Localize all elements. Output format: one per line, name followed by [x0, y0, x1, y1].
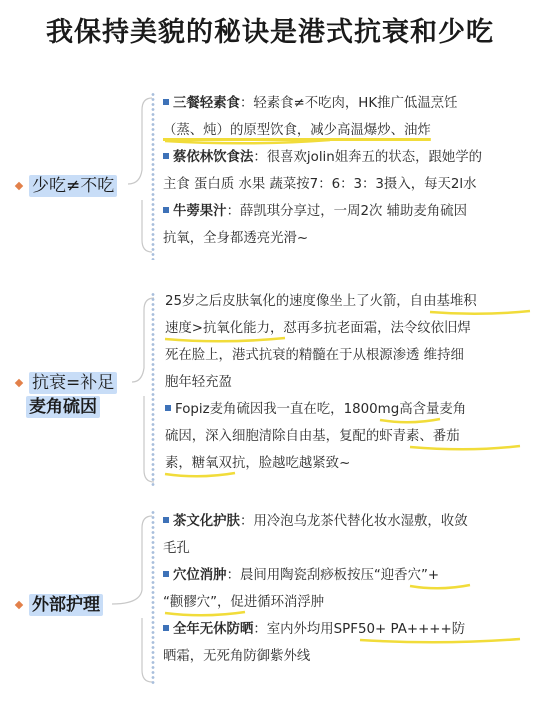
section-line: （蒸、炖）的原型饮食，减少高温爆炒、油炸 — [163, 123, 431, 138]
branch-node-shaochi — [16, 175, 117, 197]
diamond-icon — [15, 601, 23, 609]
square-bullet-icon — [163, 625, 169, 631]
section-line: 牛蒡果汁：薛凯琪分享过，一周2次 辅助麦角硫因 — [163, 198, 535, 225]
section-line: 毛孔 — [163, 541, 190, 556]
diamond-icon — [15, 379, 23, 387]
square-bullet-icon — [163, 517, 169, 523]
dotted-rail-1 — [150, 92, 156, 260]
section-line: 抗氧，全身都透亮光滑~ — [163, 231, 309, 246]
section-line: 穴位消肿：晨间用陶瓷刮痧板按压“迎香穴”+ — [163, 562, 535, 589]
branch-node-waibu — [16, 594, 103, 616]
section-kangshuai — [165, 288, 537, 477]
branch-label: 少吃≠不吃 — [29, 175, 117, 197]
section-line: 茶文化护肤：用冷泡乌龙茶代替化妆水湿敷，收敛 — [163, 508, 535, 535]
section-line: 蔡依林饮食法：很喜欢jolin姐奔五的状态，跟她学的 — [163, 144, 535, 171]
page-title: 我保持美貌的秘诀是港式抗衰和少吃 — [46, 17, 494, 48]
section-line: Fopiz麦角硫因我一直在吃，1800mg高含量麦角 — [175, 402, 467, 417]
section-line: 主食 蛋白质 水果 蔬菜按7：6：3：3摄入，每天2l水 — [163, 177, 477, 192]
dotted-rail-2 — [150, 292, 156, 488]
square-bullet-icon — [163, 153, 169, 159]
section-line: 全年无休防晒：室内外均用SPF50+ PA++++防 — [163, 616, 535, 643]
section-line: 硫因，深入细胞清除自由基，复配的虾青素、番茄 — [165, 429, 460, 444]
square-bullet-icon — [163, 99, 169, 105]
diamond-icon — [15, 182, 23, 190]
section-line: 三餐轻素食：轻素食≠不吃肉，HK推广低温烹饪 — [163, 90, 535, 117]
square-bullet-icon — [163, 207, 169, 213]
branch-label: 外部护理 — [29, 594, 103, 616]
branch-label-line2: 麦角硫因 — [26, 396, 100, 418]
branch-node-kangshuai — [16, 372, 117, 418]
section-line: 速度>抗氧化能力，怼再多抗老面霜，法令纹依旧焊 — [165, 321, 471, 336]
section-line: 死在脸上，港式抗衰的精髓在于从根源渗透 维持细 — [165, 348, 464, 363]
dotted-rail-3 — [150, 510, 156, 686]
section-line: 25岁之后皮肤氧化的速度像坐上了火箭，自由基堆积 — [165, 294, 477, 309]
section-shaochi — [163, 90, 535, 252]
section-line: “颧髎穴”，促进循环消浮肿 — [163, 595, 325, 610]
branch-label-line1: 抗衰=补足 — [29, 372, 117, 394]
section-waibu — [163, 508, 535, 670]
section-line: 晒霜，无死角防御紫外线 — [163, 649, 311, 664]
section-line: 胞年轻充盈 — [165, 375, 232, 390]
section-line: 素，糖氧双抗，脸越吃越紧致~ — [165, 456, 351, 471]
square-bullet-icon — [165, 405, 171, 411]
square-bullet-icon — [163, 571, 169, 577]
